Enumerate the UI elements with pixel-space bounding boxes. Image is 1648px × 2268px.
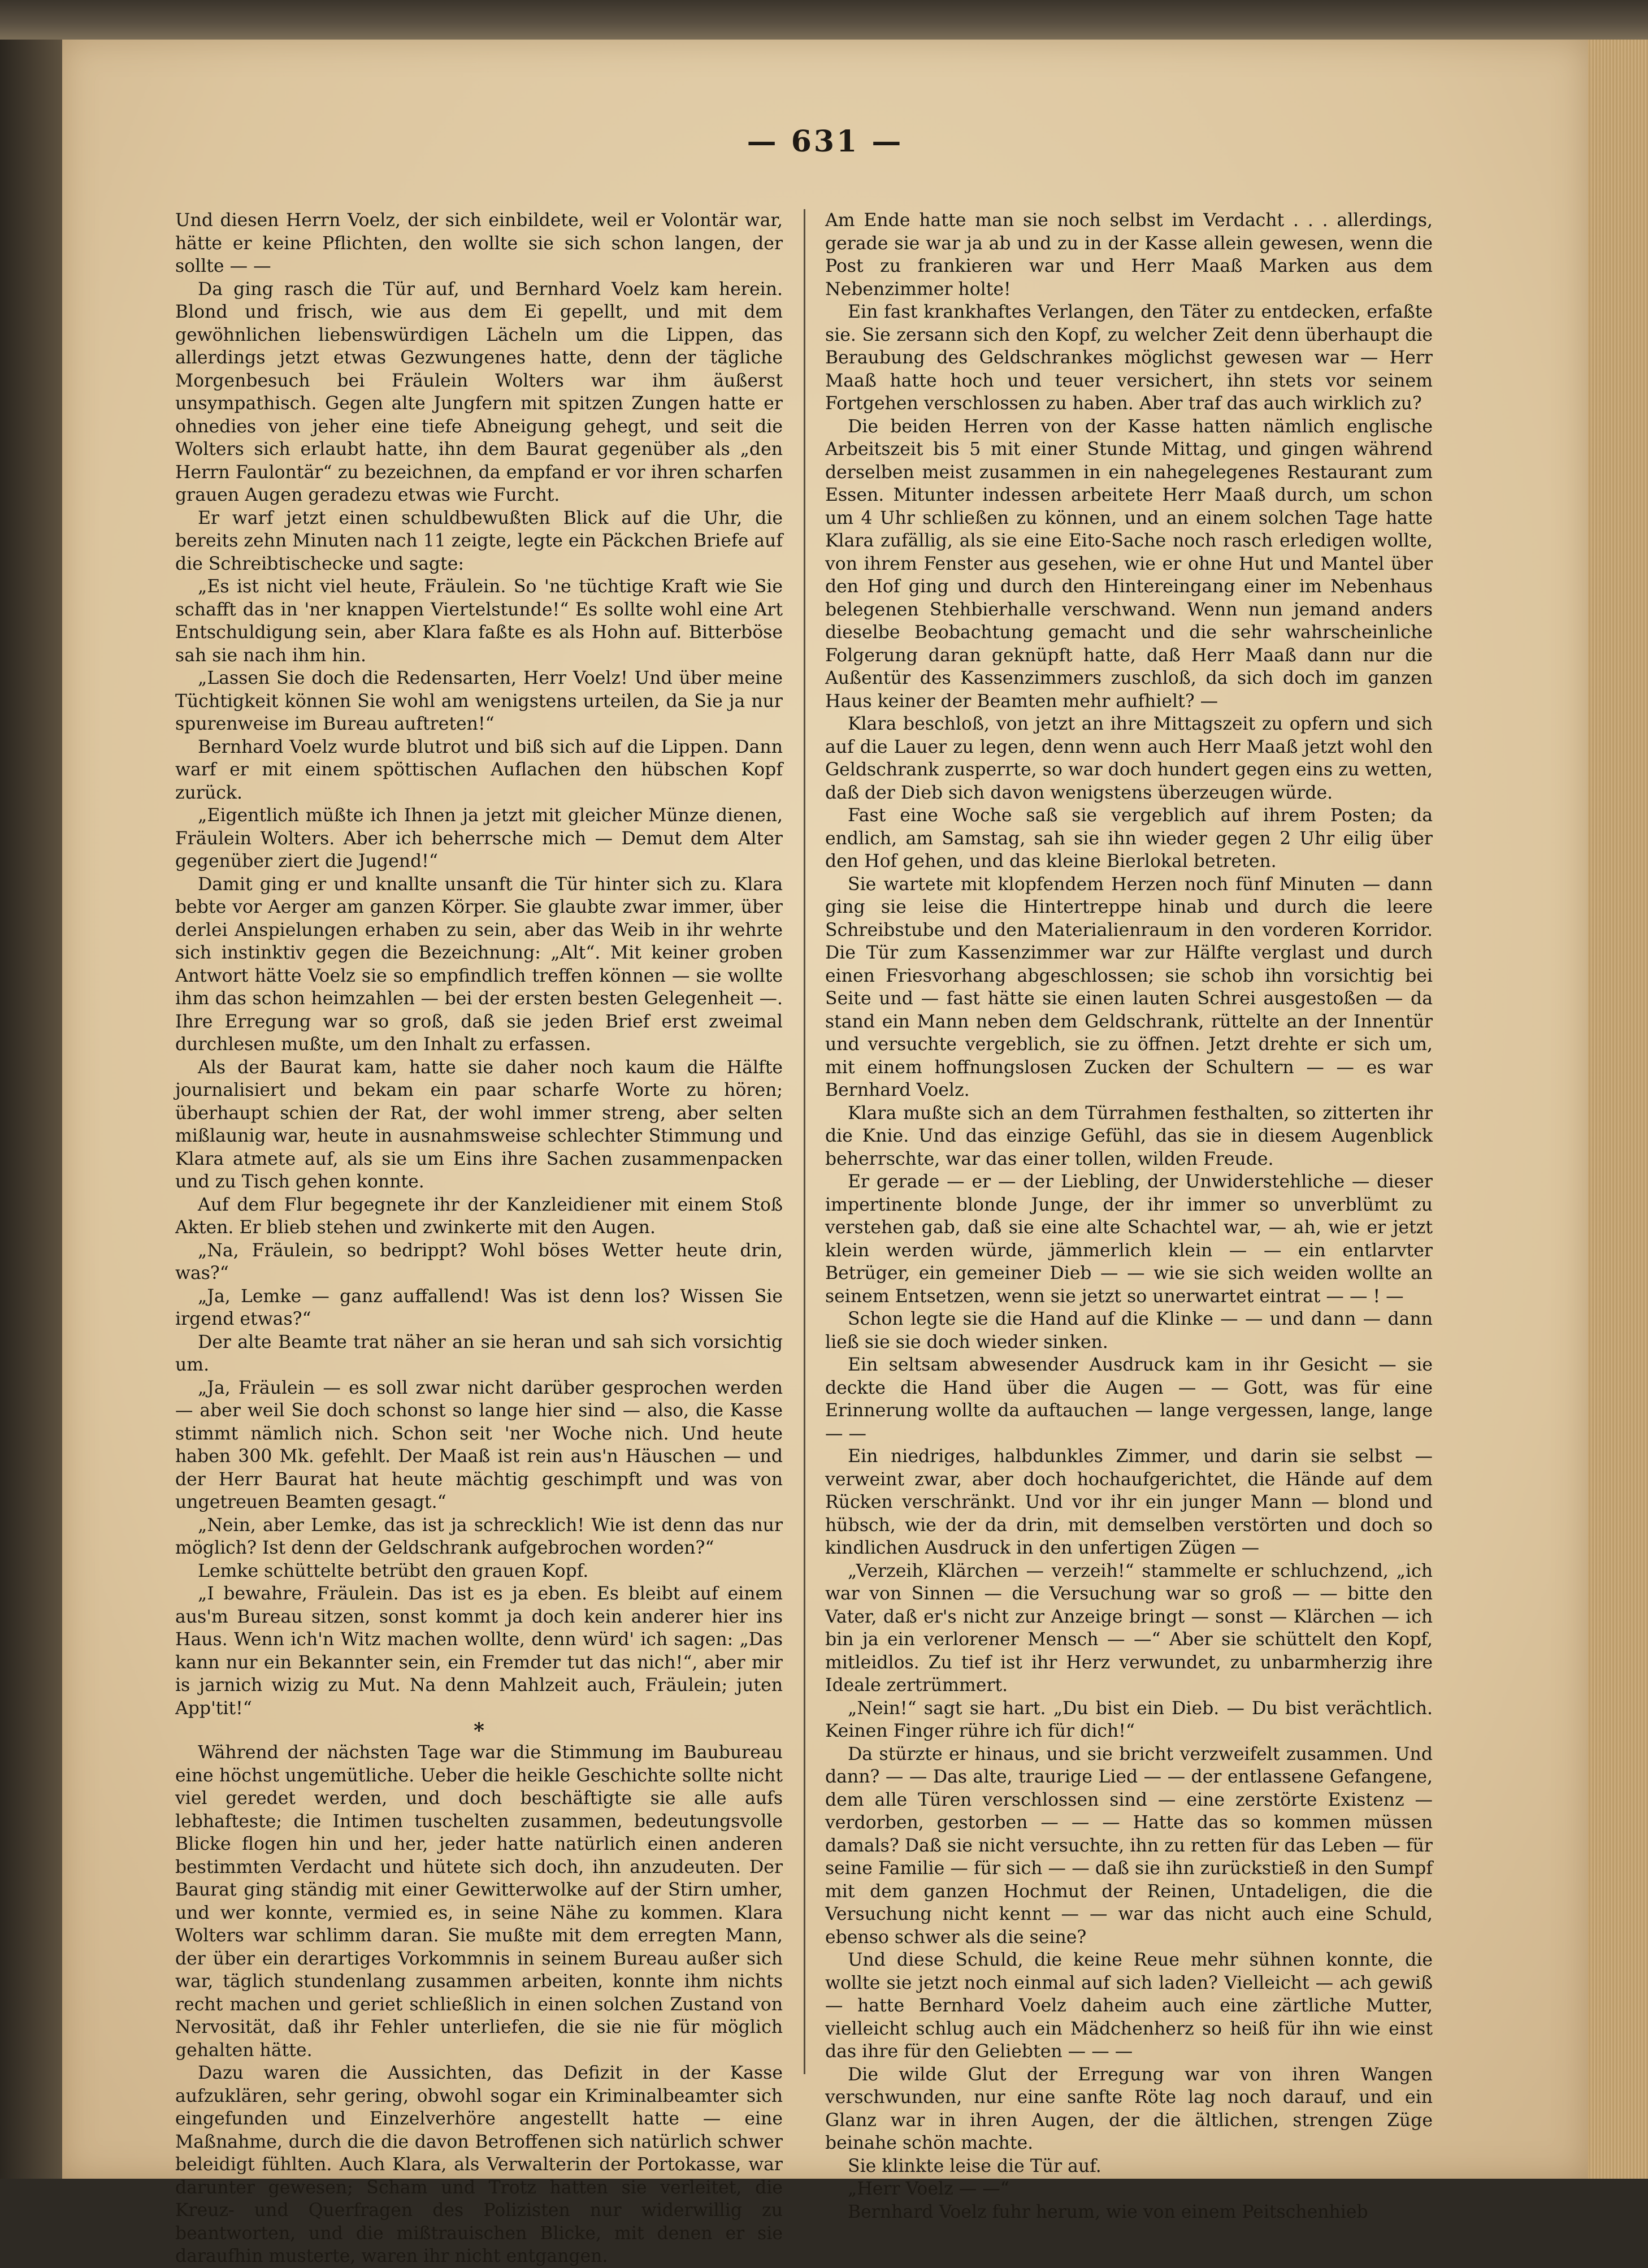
paragraph: Fast eine Woche saß sie vergeblich auf ihrem Posten; da endlich, am Samstag, sah sie ihn wieder gegen 2 Uhr eilig über den Hof gehen, und das kleine Bierlokal betreten. [825, 805, 1433, 871]
paragraph: „Lassen Sie doch die Redensarten, Herr Voelz! Und über meine Tüchtigkeit können Sie wohl am wenigstens urteilen, da Sie ja nur spurenweise im Bureau auftreten!“ [175, 668, 783, 734]
paragraph: Ein seltsam abwesender Ausdruck kam in ihr Gesicht — sie deckte die Hand über die Augen — — Gott, was für eine Erinnerung wollte da auftauchen — lange vergessen, lange, lange — — [825, 1355, 1433, 1444]
paragraph: Dazu waren die Aussichten, das Defizit in der Kasse aufzuklären, sehr gering, obwohl sogar ein Kriminalbeamter sich eingefunden und Einzelverhöre angestellt hatte — eine Maßnahme, durch die die davon Betroffenen sich natürlich schwer beleidigt fühlten. Auch Klara, als Verwalterin der Portokasse, war darunter gewesen; Scham und Trotz hatten sie verleitet, die Kreuz- und Querfragen des Polizisten nur widerwillig zu beantworten, und die mißtrauischen Blicke, mit denen er sie daraufhin musterte, waren ihr nicht entgangen. [175, 2063, 783, 2266]
paragraph: Bernhard Voelz wurde blutrot und biß sich auf die Lippen. Dann warf er mit einem spöttischen Auflachen den hübschen Kopf zurück. [175, 736, 783, 803]
paragraph: Sie klinkte leise die Tür auf. [848, 2156, 1101, 2176]
paragraph: Die wilde Glut der Erregung war von ihren Wangen verschwunden, nur eine sanfte Röte lag noch darauf, und ein Glanz war in ihren Augen, der die ältlichen, strengen Züge beinahe schön machte. [825, 2064, 1433, 2153]
paragraph: „Verzeih, Klärchen — verzeih!“ stammelte er schluchzend, „ich war von Sinnen — die Versuchung war so groß — — bitte den Vater, daß er's nicht zur Anzeige bringt — sonst — Klärchen — ich bin ja ein verlorener Mensch — —“ Aber sie schüttelt den Kopf, mitleidlos. Zu tief ist ihr Herz verwundet, zu unbarmherzig ihre Ideale zertrümmert. [825, 1560, 1433, 1695]
page-stack-edge [1588, 40, 1648, 2179]
paragraph: Damit ging er und knallte unsanft die Tür hinter sich zu. Klara bebte vor Aerger am ganzen Körper. Sie glaubte zwar immer, über derlei Anspielungen erhaben zu sein, aber das Weib in ihr wehrte sich instinktiv gegen die Bezeichnung: „Alt“. Mit keiner groben Antwort hätte Voelz sie so empfindlich treffen können — sie wollte ihm das schon heimzahlen — bei der ersten besten Gelegenheit —. Ihre Erregung war so groß, daß sie jeden Brief erst zweimal durchlesen mußte, um den Inhalt zu erfassen. [175, 874, 783, 1055]
paragraph: Die beiden Herren von der Kasse hatten nämlich englische Arbeitszeit bis 5 mit einer Stunde Mittag, und gingen während derselben meist zusammen in ein nahegelegenes Restaurant zum Essen. Mitunter indessen arbeitete Herr Maaß durch, um schon um 4 Uhr schließen zu können, und an einem solchen Tage hatte Klara zufällig, als sie eine Eito-Sache noch rasch erledigen wollte, von ihrem Fenster aus gesehen, wie er ohne Hut und Mantel über den Hof ging und durch den Hintereingang einer im Nebenhaus belegenen Stehbierhalle verschwand. Wenn nun jemand anders dieselbe Beobachtung gemacht und die sehr wahrscheinliche Folgerung daran geknüpft hatte, daß Herr Maaß dann nur die Außentür des Kassenzimmers zuschloß, da sich doch im ganzen Haus keiner der Beamten mehr aufhielt? — [825, 416, 1433, 712]
paragraph: „Nein!“ sagt sie hart. „Du bist ein Dieb. — Du bist verächtlich. Keinen Finger rühre ich für dich!“ [825, 1698, 1433, 1741]
paragraph: Und diesen Herrn Voelz, der sich einbildete, weil er Volontär war, hätte er keine Pflichten, den wollte sie sich schon langen, der sollte — — [175, 210, 783, 276]
paragraph: Lemke schüttelte betrübt den grauen Kopf. [198, 1560, 589, 1581]
book-spine-top [0, 0, 1648, 40]
paragraph: „Herr Voelz — —“ [848, 2179, 1009, 2199]
paragraph: Und diese Schuld, die keine Reue mehr sühnen konnte, die wollte sie jetzt noch einmal auf sich laden? Vielleicht — ach gewiß — hatte Bernhard Voelz daheim auch eine zärtliche Mutter, vielleicht schlug auch ein Mädchenherz so heiß für ihn wie einst das ihre für den Geliebten — — — [825, 1950, 1433, 2062]
paragraph: Am Ende hatte man sie noch selbst im Verdacht . . . allerdings, gerade sie war ja ab und zu in der Kasse allein gewesen, wenn die Post zu frankieren war und Herr Maaß Marken aus dem Nebenzimmer holte! [825, 210, 1433, 300]
paragraph: Ein fast krankhaftes Verlangen, den Täter zu entdecken, erfaßte sie. Sie zersann sich den Kopf, zu welcher Zeit denn überhaupt die Beraubung des Geldschrankes möglichst gewesen war — Herr Maaß hatte hoch und teuer versichert, ihn stets vor seinem Fortgehen verschlossen zu haben. Aber traf das auch wirklich zu? [825, 302, 1433, 414]
paragraph: „Na, Fräulein, so bedrippt? Wohl böses Wetter heute drin, was?“ [175, 1240, 783, 1283]
paragraph: Er gerade — er — der Liebling, der Unwiderstehliche — dieser impertinente blonde Junge, der ihr immer so unverblümt zu verstehen gab, daß sie eine alte Schachtel war, — ah, wie er jetzt klein werden würde, jämmerlich klein — — ein entlarvter Betrüger, ein gemeiner Dieb — — wie sie sich weiden wollte an seinem Entsetzen, wenn sie jetzt so unerwartet eintrat — — ! — [825, 1172, 1433, 1307]
left-column [175, 209, 783, 2268]
paragraph: Während der nächsten Tage war die Stimmung im Baubureau eine höchst ungemütliche. Ueber die heikle Geschichte sollte nicht viel geredet werden, und doch beschäftigte sie alle aufs lebhafteste; die Intimen tuschelten zusammen, bedeutungsvolle Blicke flogen hin und her, jeder hatte natürlich einen anderen bestimmten Verdacht und hütete sich doch, ihn anzudeuten. Der Baurat ging ständig mit einer Gewitterwolke auf der Stirn umher, und wer konnte, vermied es, in seine Nähe zu kommen. Klara Wolters war schlimm daran. Sie mußte mit dem erregten Mann, der über ein derartiges Vorkommnis in seinem Bureau außer sich war, täglich stundenlang zusammen arbeiten, konnte ihm nichts recht machen und geriet schließlich in einen solchen Zustand von Nervosität, daß ihr Fehler unterliefen, die sie nie für möglich gehalten hätte. [175, 1742, 783, 2061]
paragraph: „Ja, Fräulein — es soll zwar nicht darüber gesprochen werden — aber weil Sie doch schonst so lange hier sind — also, die Kasse stimmt nämlich nich. Schon seit 'ner Woche nich. Und heute haben 300 Mk. gefehlt. Der Maaß ist rein aus'n Häuschen — und der Herr Baurat hat heute mächtig geschimpft und was von ungetreuen Beamten gesagt.“ [175, 1377, 783, 1512]
paragraph: „I bewahre, Fräulein. Das ist es ja eben. Es bleibt auf einem aus'm Bureau sitzen, sonst kommt ja doch kein anderer hier ins Haus. Wenn ich'n Witz machen wollte, denn würd' ich sagen: „Das kann nur ein Bekannter sein, ein Fremder tut das nich!“, aber mir is jarnich wizig zu Mut. Na denn Mahlzeit auch, Fräulein; juten App'tit!“ [175, 1584, 783, 1719]
paragraph: „Nein, aber Lemke, das ist ja schrecklich! Wie ist denn das nur möglich? Ist denn der Geldschrank aufgebrochen worden?“ [175, 1515, 783, 1558]
book-gutter [0, 40, 62, 2179]
paragraph: Ein niedriges, halbdunkles Zimmer, und darin sie selbst — verweint zwar, aber doch hochaufgerichtet, die Hände auf dem Rücken verschränkt. Und vor ihr ein junger Mann — blond und hübsch, wie der da drin, mit demselben verstörten und doch so kindlichen Ausdruck in den unfertigen Zügen — [825, 1446, 1433, 1558]
paragraph: Bernhard Voelz fuhr herum, wie von einem Peitschenhieb [848, 2201, 1368, 2222]
paragraph: Da stürzte er hinaus, und sie bricht verzweifelt zusammen. Und dann? — — Das alte, traurige Lied — — der entlassene Gefangene, dem alle Türen verschlossen sind — eine zerstörte Existenz — verdorben, gestorben — — — Hatte das so kommen müssen damals? Daß sie nicht versuchte, ihn zu retten für das Leben — für seine Familie — für sich — — daß sie ihn zurückstieß in den Sumpf mit dem ganzen Hochmut der Reinen, Untadeligen, die die Versuchung nicht kennt — — war das nicht auch eine Schuld, ebenso schwer als die seine? [825, 1744, 1433, 1948]
paragraph: „Es ist nicht viel heute, Fräulein. So 'ne tüchtige Kraft wie Sie schafft das in 'ner knappen Viertelstunde!“ Es sollte wohl eine Art Entschuldigung sein, aber Klara faßte es als Hohn auf. Bitterböse sah sie nach ihm hin. [175, 576, 783, 666]
paragraph: Schon legte sie die Hand auf die Klinke — — und dann — dann ließ sie sie doch wieder sinken. [825, 1309, 1433, 1352]
paragraph: Auf dem Flur begegnete ihr der Kanzleidiener mit einem Stoß Akten. Er blieb stehen und zwinkerte mit den Augen. [175, 1194, 783, 1238]
paragraph: Er warf jetzt einen schuldbewußten Blick auf die Uhr, die bereits zehn Minuten nach 11 zeigte, legte ein Päckchen Briefe auf die Schreibtischecke und sagte: [175, 508, 783, 574]
paragraph: Sie wartete mit klopfendem Herzen noch fünf Minuten — dann ging sie leise die Hintertreppe hinab und durch die leere Schreibstube und den Materialienraum in den vorderen Korridor. Die Tür zum Kassenzimmer war zur Hälfte verglast und durch einen Friesvorhang abgeschlossen; sie schob ihn vorsichtig bei Seite und — fast hätte sie einen lauten Schrei ausgestoßen — da stand ein Mann neben dem Geldschrank, rüttelte an der Innentür und versuchte vergeblich, sie zu öffnen. Jetzt drehte er sich um, mit einem hoffnungslosen Zucken der Schultern — — es war Bernhard Voelz. [825, 874, 1433, 1100]
column-divider [804, 209, 805, 2074]
paragraph: Der alte Beamte trat näher an sie heran und sah sich vorsichtig um. [175, 1332, 783, 1375]
book-page [62, 40, 1588, 2266]
section-break-star: * [474, 1719, 484, 1742]
paragraph: Klara beschloß, von jetzt an ihre Mittagszeit zu opfern und sich auf die Lauer zu legen, denn wenn auch Herr Maaß jetzt wohl den Geldschrank zusperrte, so war doch hundert gegen eins zu wetten, daß der Dieb sich davon wenigstens überzeugen würde. [825, 714, 1433, 803]
paragraph: Klara mußte sich an dem Türrahmen festhalten, so zitterten ihr die Knie. Und das einzige Gefühl, das sie in diesem Augenblick beherrschte, war das einer tollen, wilden Freude. [825, 1103, 1433, 1169]
paragraph: Da ging rasch die Tür auf, und Bernhard Voelz kam herein. Blond und frisch, wie aus dem Ei gepellt, und mit dem gewöhnlichen liebenswürdigen Lächeln um die Lippen, das allerdings jetzt etwas Gezwungenes hatte, denn der tägliche Morgenbesuch bei Fräulein Wolters war ihm äußerst unsympathisch. Gegen alte Jungfern mit spitzen Zungen hatte er ohnedies von jeher eine tiefe Abneigung gehegt, und seit die Wolters sich erlaubt hatte, ihn dem Baurat gegenüber als „den Herrn Faulontär“ zu bezeichnen, da empfand er vor ihren scharfen grauen Augen geradezu etwas wie Furcht. [175, 279, 783, 505]
paragraph: Als der Baurat kam, hatte sie daher noch kaum die Hälfte journalisiert und bekam ein paar scharfe Worte zu hören; überhaupt schien der Rat, der wohl immer streng, aber selten mißlaunig war, heute in ausnahmsweise schlechter Stimmung und Klara atmete auf, als sie um Eins ihre Sachen zusammenpacken und zu Tisch gehen konnte. [175, 1057, 783, 1192]
paragraph: „Eigentlich müßte ich Ihnen ja jetzt mit gleicher Münze dienen, Fräulein Wolters. Aber ich beherrsche mich — Demut dem Alter gegenüber ziert die Jugend!“ [175, 805, 783, 871]
paragraph: „Ja, Lemke — ganz auffallend! Was ist denn los? Wissen Sie irgend etwas?“ [175, 1286, 783, 1329]
page-number: — 631 — [747, 124, 904, 159]
right-column [825, 209, 1433, 2223]
